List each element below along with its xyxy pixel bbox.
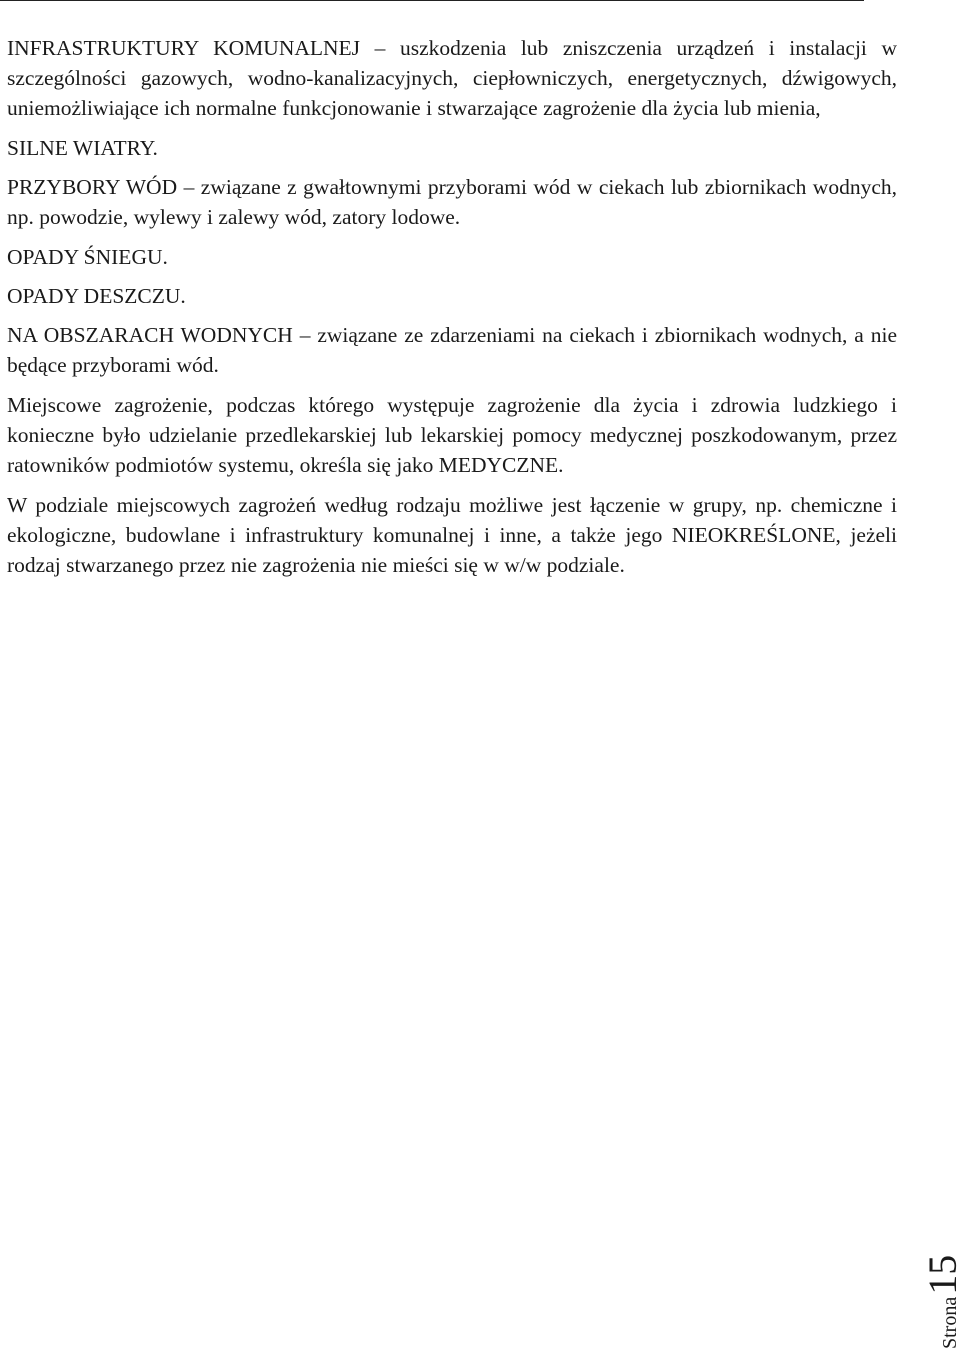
paragraph-opady-sniegu	[7, 242, 897, 272]
page-number: 15	[920, 1254, 965, 1295]
term-przybory-wod: PRZYBORY WÓD	[7, 175, 178, 199]
paragraph-nieokreslone	[7, 490, 897, 580]
paragraph-text-end: .	[558, 453, 564, 477]
term-medyczne: MEDYCZNE	[438, 453, 559, 477]
page-number-label	[920, 1229, 965, 1349]
paragraph-medyczne	[7, 390, 897, 480]
term-silne-wiatry: SILNE WIATRY.	[7, 136, 158, 160]
term-infrastruktury-komunalnej: INFRASTRUKTURY KOMUNALNEJ	[7, 36, 361, 60]
paragraph-text: – uszkodzenia lub zniszczenia urządzeń i instalacji w szczególności gazowych, wodno-kanalizacyjnych, ciepłowniczych, energetycznych, dźwigowych, uniemożliwiające ich normalne funkcjonowanie i stwarzające zagrożenie dla życia lub mienia,	[7, 36, 898, 120]
paragraph-przybory-wod	[7, 172, 897, 232]
paragraph-silne-wiatry	[7, 133, 897, 163]
term-nieokreslone: NIEOKREŚLONE	[671, 523, 836, 547]
page-word: Strona	[939, 1296, 961, 1349]
paragraph-text: Miejscowe zagrożenie, podczas którego występuje zagrożenie dla życia i zdrowia ludzkiego i konieczne było udzielanie przedlekarskiej lub lekarskiej pomocy medycznej poszkodowanym, przez ratowników podmiotów systemu, określa się jako	[7, 393, 897, 477]
term-na-obszarach-wodnych: NA OBSZARACH WODNYCH	[7, 323, 293, 347]
paragraph-infrastruktury-komunalnej	[7, 33, 897, 123]
term-opady-deszczu: OPADY DESZCZU.	[7, 284, 186, 308]
paragraph-text: – związane ze zdarzeniami na ciekach i zbiornikach wodnych, a nie będące przyborami wód.	[7, 323, 897, 377]
paragraph-text: W podziale miejscowych zagrożeń według rodzaju możliwe jest łączenie w grupy, np. chemiczne i ekologiczne, budowlane i infrastruktury komunalnej i inne, a także jego	[7, 493, 897, 547]
paragraph-text: – związane z gwałtownymi przyborami wód w ciekach lub zbiornikach wodnych, np. powodzie, wylewy i zalewy wód, zatory lodowe.	[7, 175, 897, 229]
document-body	[7, 33, 897, 590]
header-rule	[0, 0, 864, 1]
paragraph-na-obszarach-wodnych	[7, 320, 897, 380]
paragraph-text-end: , jeżeli rodzaj stwarzanego przez nie zagrożenia nie mieści się w w/w podziale.	[7, 523, 897, 577]
term-opady-sniegu: OPADY ŚNIEGU.	[7, 245, 168, 269]
paragraph-opady-deszczu	[7, 281, 897, 311]
